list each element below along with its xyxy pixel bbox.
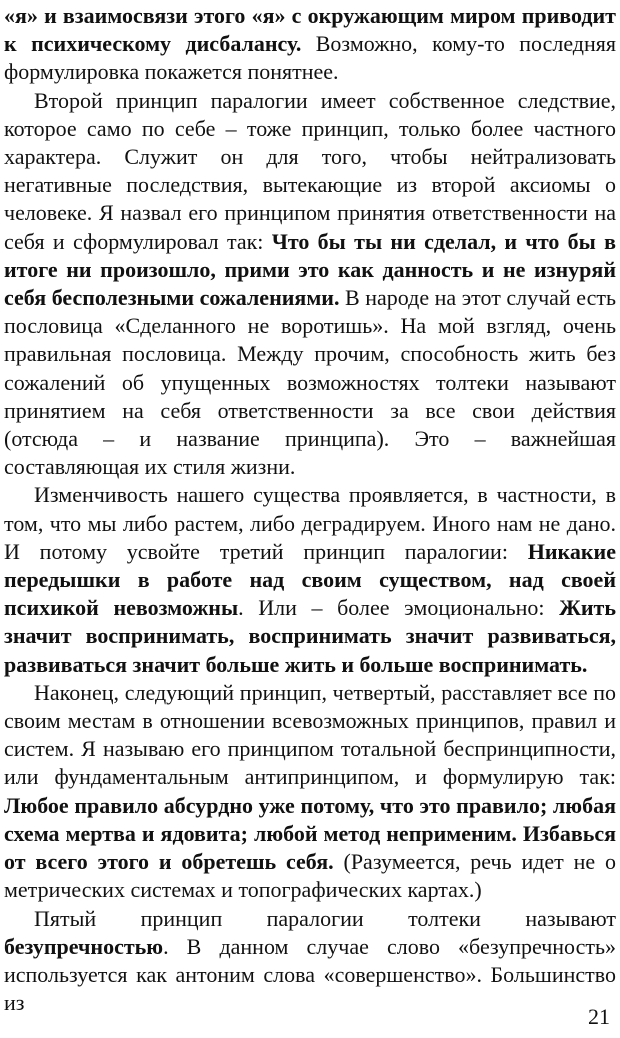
text-run: безупречностью xyxy=(4,933,164,959)
text-run: Что бы ты ни сделал, и что бы в итоге ни произошло, прими это как данность и не изнуряй себя бесполезными сожалениями. xyxy=(4,228,616,311)
paragraph-4 xyxy=(4,679,616,905)
text-run: Изменчивость нашего существа проявляется, в частности, в том, что мы либо растем, либо деградируем. Иного нам не дано. И потому усвойте третий принцип паралогии: xyxy=(4,482,616,564)
paragraph-1 xyxy=(4,2,616,87)
text-run: Второй принцип паралогии имеет собственное следствие, которое само по себе – тоже принцип, только более частного характера. Служит он для того, чтобы нейтрализовать негативные последствия, вытекающие из второй аксиомы о человеке. Я назвал его принципом принятия ответственности на себя и сформулировал так: xyxy=(4,87,616,254)
text-run: Никакие передышки в работе над своим существом, над своей психикой невозможны xyxy=(4,538,616,621)
text-run: Наконец, следующий принцип, четвертый, расставляет все по своим местам в отношении всевозможных принципов, правил и систем. Я называю его принципом тотальной беспринципности, или фундаментальным антипринципом, и формулирую так: xyxy=(4,679,616,790)
paragraph-2 xyxy=(4,87,616,482)
text-run: Пятый принцип паралогии толтеки называют xyxy=(34,905,616,931)
text-run: (Разумеется, речь идет не о метрических системах и топографических картах.) xyxy=(4,849,617,903)
text-run: Жить значит воспринимать, воспринимать значит развиваться, развиваться значит больше жить и больше воспринимать. xyxy=(4,595,616,677)
text-run: «я» и взаимосвязи этого «я» с окружающим миром приводит к психическому дисбалансу. xyxy=(4,3,616,57)
text-run: Возможно, кому-то последняя формулировка покажется понятнее. xyxy=(4,31,617,85)
page-number: 21 xyxy=(588,1004,610,1029)
paragraph-3 xyxy=(4,481,616,678)
text-run: Любое правило абсурдно уже потому, что это правило; любая схема мертва и ядовита; любой метод неприменим. Избавься от всего этого и обретешь себя. xyxy=(4,792,616,875)
body-text xyxy=(4,2,616,1017)
text-run: . Или – более эмоционально: xyxy=(238,595,560,621)
text-run: . В данном случае слово «безупречность» используется как антоним слова «совершенство». Большинство из xyxy=(4,933,616,1016)
paragraph-5 xyxy=(4,905,616,1018)
text-run: В народе на этот случай есть пословица «Сделанного не воротишь». На мой взгляд, очень правильная пословица. Между прочим, способность жить без сожалений об упущенных возможностях толтеки называют принятием на себя ответственности за все свои действия (отсюда – и название принципа). Это – важнейшая составляющая их стиля жизни. xyxy=(4,285,616,480)
